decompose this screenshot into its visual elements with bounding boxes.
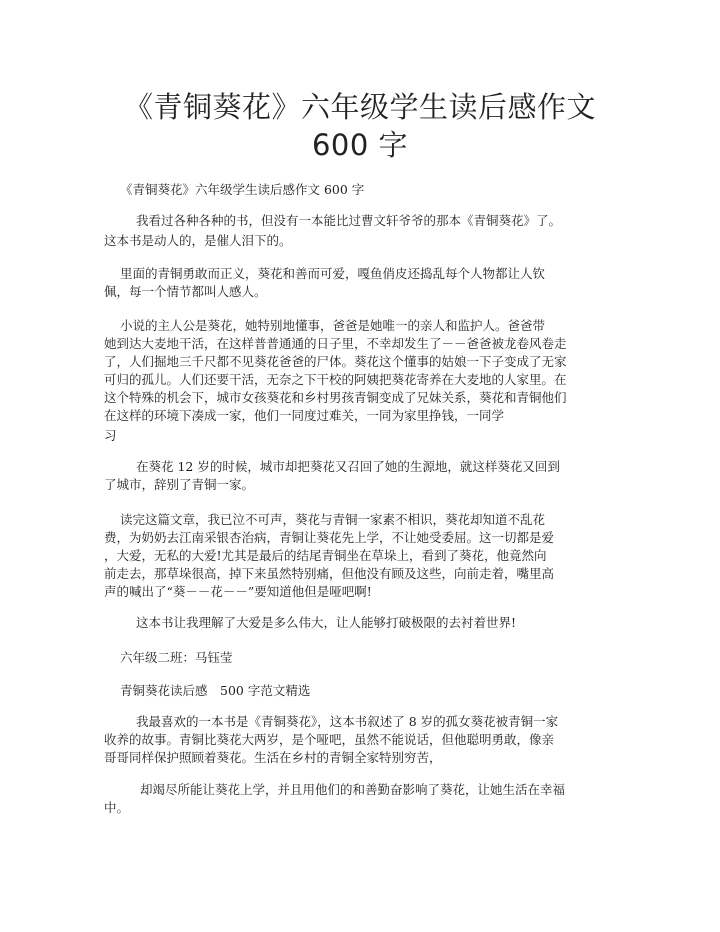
p3-line-6: 在这样的环境下凑成一家，他们一同度过难关，一同为家里挣钱，一同学 (104, 408, 505, 423)
section-heading: 青铜葵花读后感 500 字范文精选 (120, 683, 311, 698)
p1-line-1: 我看过各种各种的书，但没有一本能比过曹文轩爷爷的那本《青铜葵花》了。 (136, 213, 562, 228)
page-title-line-2: 600 字 (311, 128, 409, 162)
page-title-line-1: 《青铜葵花》六年级学生读后感作文 (123, 90, 596, 124)
author-line: 六年级二班：马钰莹 (120, 650, 233, 665)
p6-line-1: 这本书让我理解了大爱是多么伟大，让人能够打破极限的去衬着世界! (136, 615, 517, 630)
p1-line-2: 这本书是动人的，是催人泪下的。 (104, 233, 292, 248)
p10-line-1: 却竭尽所能让葵花上学，并且用他们的和善勤奋影响了葵花，让她生活在幸福 (140, 782, 566, 797)
p3-line-7: 习 (104, 428, 117, 443)
p10-line-2: 中。 (104, 800, 130, 815)
subtitle-line: 《青铜葵花》六年级学生读后感作文 600 字 (120, 182, 365, 197)
p3-line-2: 她到达大麦地干活，在这样普普通通的日子里，不幸却发生了－－爸爸被龙卷风卷走 (104, 336, 567, 351)
p4-line-1: 在葵花 12 岁的时候，城市却把葵花又召回了她的生源地，就这样葵花又回到 (136, 459, 560, 474)
p5-line-5: 声的喊出了“葵－－花－－”要知道他但是哑吧啊! (104, 584, 372, 599)
p9-line-1: 我最喜欢的一本书是《青铜葵花》，这本书叙述了 8 岁的孤女葵花被青铜一家 (136, 714, 559, 729)
p5-line-2: 费，为奶奶去江南采银杏治病，青铜让葵花先上学，不让她受委屈。这一切都是爱 (104, 530, 555, 545)
p3-line-3: 了，人们掘地三千尺都不见葵花爸爸的尸体。葵花这个懂事的姑娘一下子变成了无家 (104, 354, 567, 369)
p5-line-4: 前走去，那草垛很高，掉下来虽然特别痛，但他没有顾及这些，向前走着，嘴里高 (104, 566, 555, 581)
p2-line-1: 里面的青铜勇敢而正义，葵花和善而可爱，嘎鱼俏皮还捣乱每个人物都让人钦 (120, 266, 546, 281)
p9-line-2: 收养的故事。青铜比葵花大两岁，是个哑吧，虽然不能说话，但他聪明勇敢，像亲 (104, 732, 555, 747)
p3-line-5: 这个特殊的机会下，城市女孩葵花和乡村男孩青铜变成了兄妹关系，葵花和青铜他们 (104, 390, 567, 405)
p3-line-1: 小说的主人公是葵花，她特别地懂事，爸爸是她唯一的亲人和监护人。爸爸带 (120, 318, 546, 333)
p5-line-3: ，大爱，无私的大爱!尤其是最后的结尾青铜坐在草垛上，看到了葵花，他竟然向 (104, 548, 547, 563)
p5-line-1: 读完这篇文章，我已泣不可声，葵花与青铜一家素不相识，葵花却知道不乱花 (120, 512, 546, 527)
p3-line-4: 可归的孤儿。人们还要干活，无奈之下干校的阿姨把葵花寄养在大麦地的人家里。在 (104, 372, 567, 387)
p9-line-3: 哥哥同样保护照顾着葵花。生活在乡村的青铜全家特别穷苦， (104, 750, 442, 765)
p4-line-2: 了城市，辞别了青铜一家。 (104, 477, 255, 492)
p2-line-2: 佩，每一个情节都叫人感人。 (104, 284, 267, 299)
